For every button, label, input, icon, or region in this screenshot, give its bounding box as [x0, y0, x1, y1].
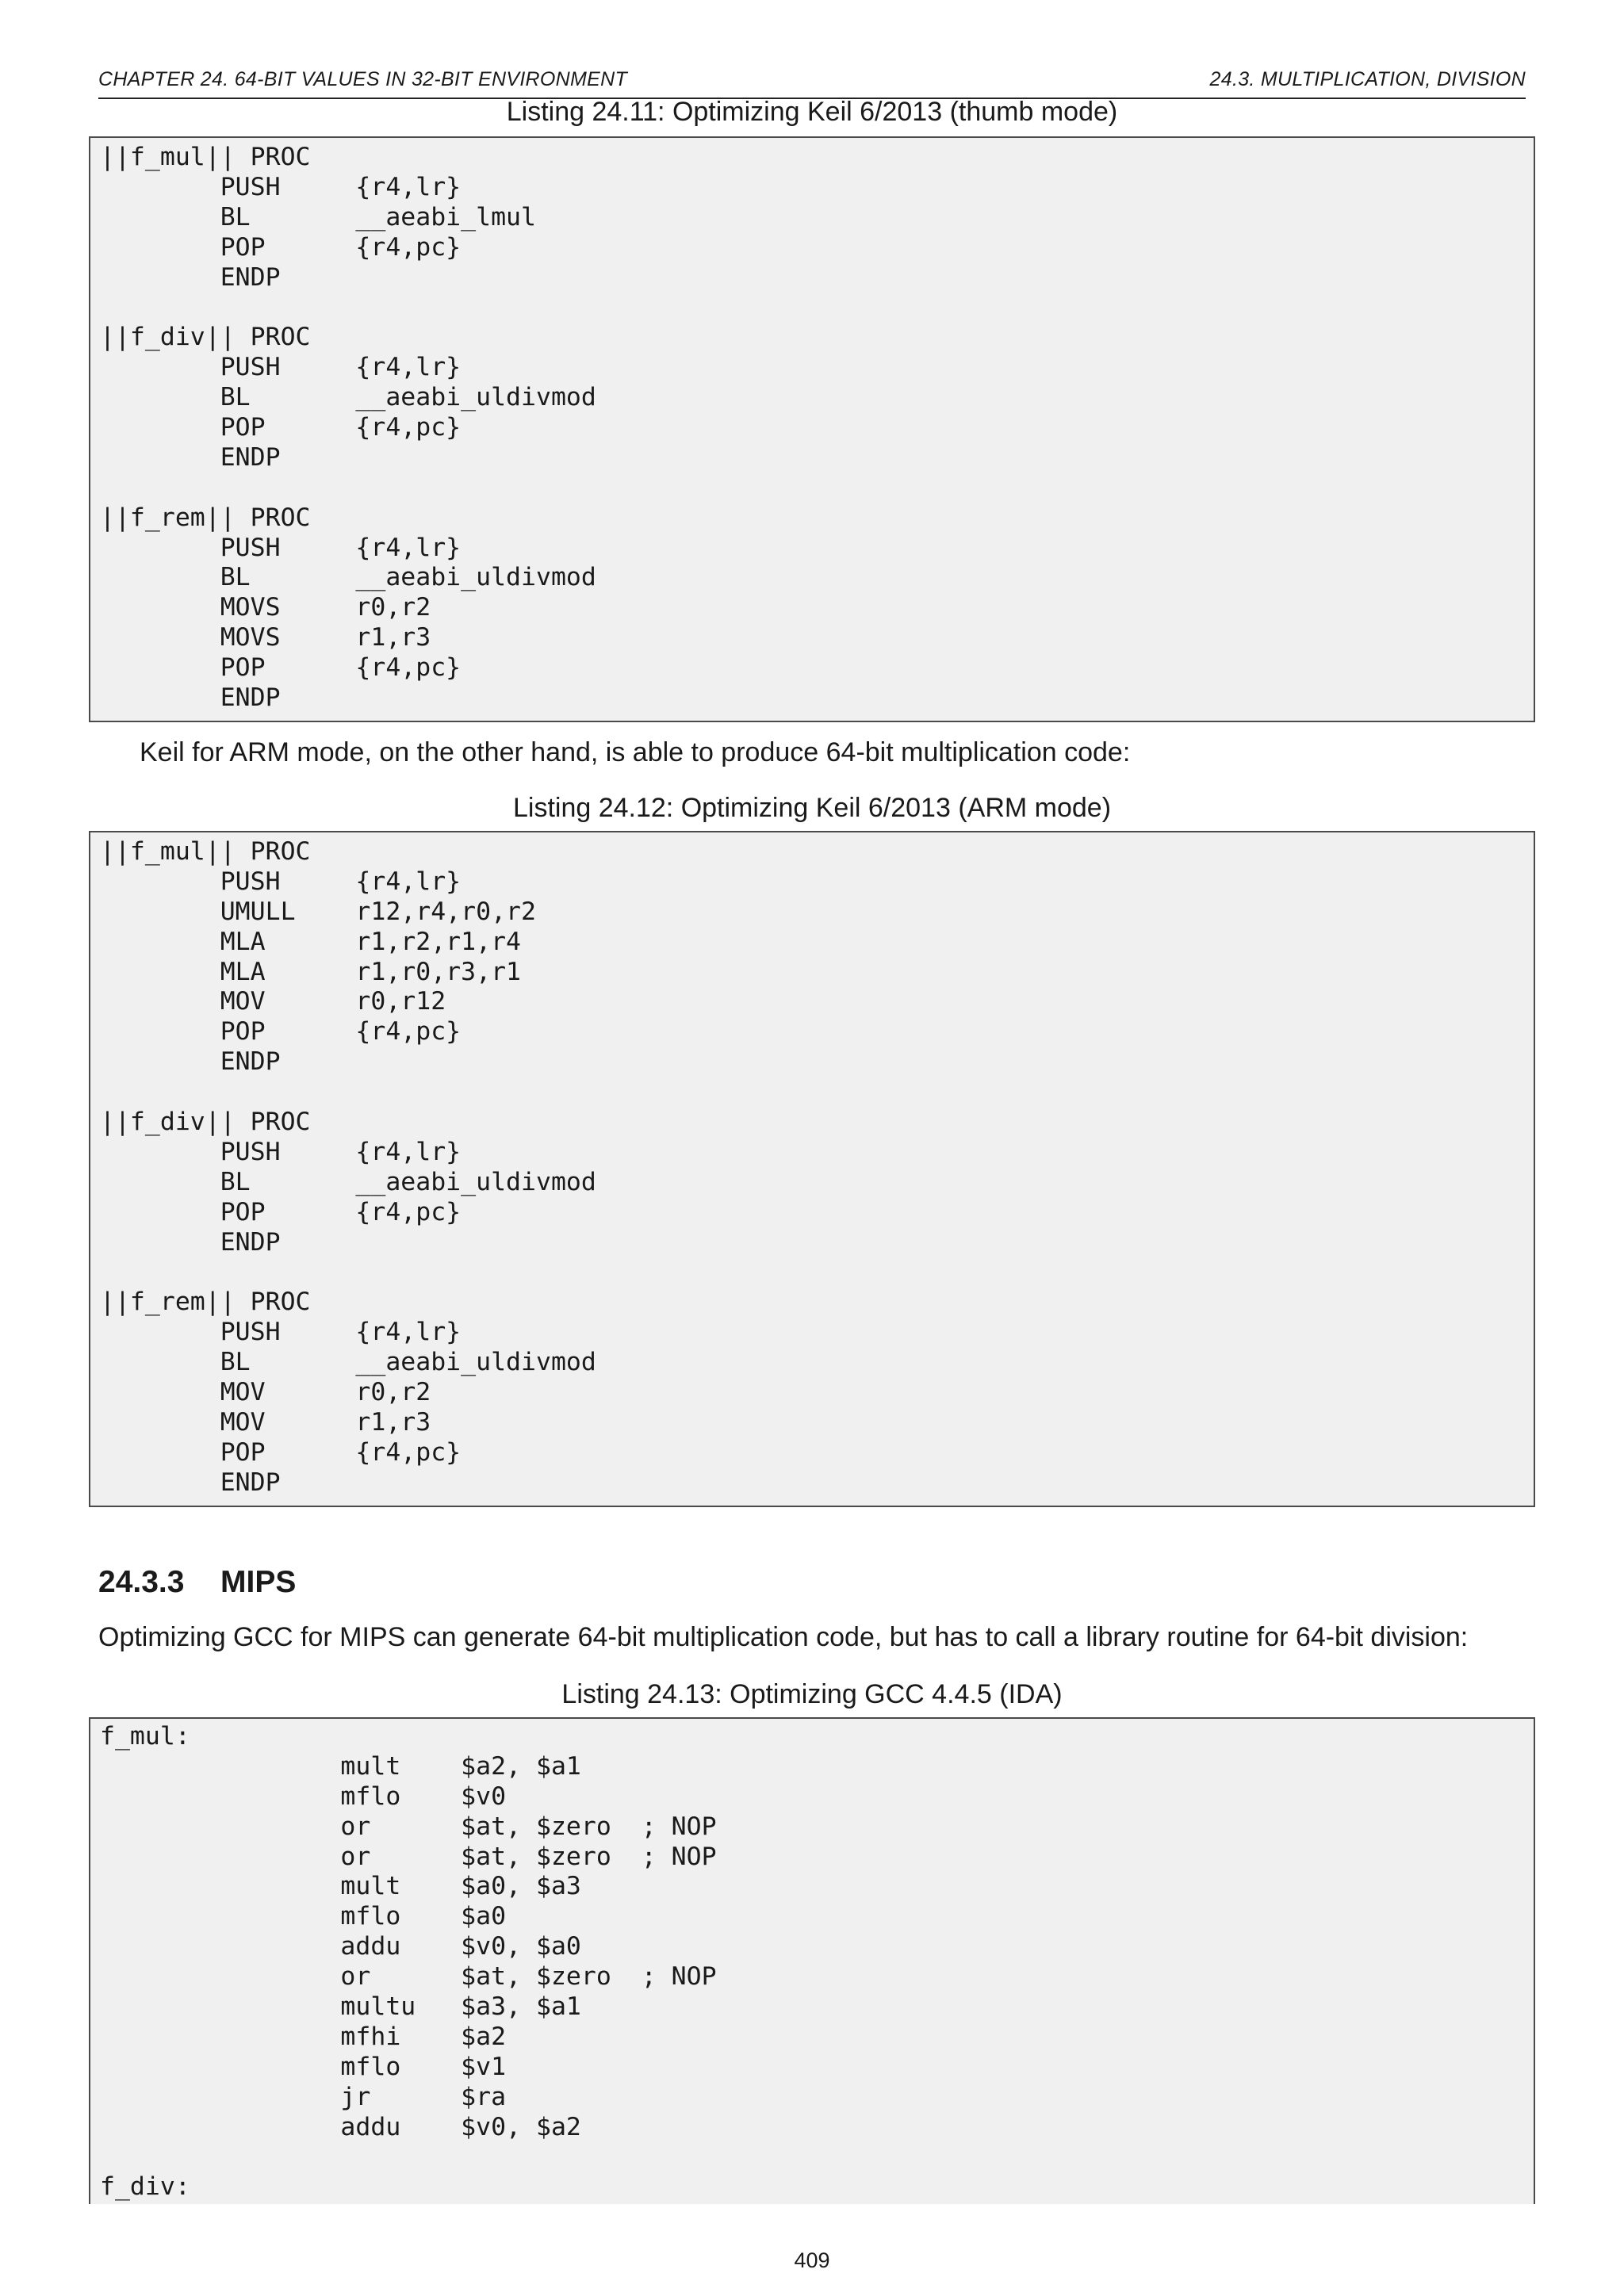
code-line — [100, 473, 1534, 503]
code-line: or $at, $zero ; NOP — [100, 1812, 717, 1841]
section-heading — [98, 1565, 296, 1600]
section-title: MIPS — [220, 1565, 297, 1599]
code-line: MOV r0,r12 — [100, 987, 446, 1016]
listing-caption-24-11: Listing 24.11: Optimizing Keil 6/2013 (thumb mode) — [506, 97, 1118, 127]
running-header-section: 24.3. MULTIPLICATION, DIVISION — [1209, 68, 1526, 90]
code-line: ||f_mul|| PROC — [100, 143, 311, 171]
code-line: jr $ra — [100, 2082, 507, 2111]
listing-caption-24-12: Listing 24.12: Optimizing Keil 6/2013 (ARM mode) — [512, 793, 1112, 823]
code-line: UMULL r12,r4,r0,r2 — [100, 897, 536, 926]
code-line: multu $a3, $a1 — [100, 1992, 581, 2022]
section-number: 24.3.3 — [98, 1565, 185, 1599]
code-line: f_div: — [100, 2172, 190, 2202]
code-line: BL __aeabi_uldivmod — [100, 383, 596, 412]
code-line: ENDP — [100, 683, 281, 713]
code-line: or $at, $zero ; NOP — [100, 1962, 717, 1992]
code-line — [100, 293, 1534, 323]
code-line: PUSH {r4,lr} — [100, 1318, 462, 1347]
code-listing-24-11 — [89, 136, 1535, 722]
running-header-chapter: CHAPTER 24. 64-BIT VALUES IN 32-BIT ENVIRONMENT — [98, 68, 628, 90]
page-number: 409 — [794, 2248, 830, 2272]
code-line: MOV r0,r2 — [100, 1378, 431, 1407]
code-line: mflo $a0 — [100, 1902, 507, 1931]
code-line: POP {r4,pc} — [100, 1017, 462, 1047]
code-line — [100, 2142, 1534, 2172]
code-line: POP {r4,pc} — [100, 653, 462, 683]
paragraph-mips-intro: Optimizing GCC for MIPS can generate 64-bit multiplication code, but has to call a library routine for 64-bit division: — [98, 1622, 1469, 1652]
code-line: BL __aeabi_uldivmod — [100, 1167, 596, 1196]
code-line: PUSH {r4,lr} — [100, 867, 462, 896]
code-line: ENDP — [100, 1047, 281, 1077]
code-line: addu $v0, $a2 — [100, 2112, 581, 2141]
code-line: ENDP — [100, 1468, 281, 1497]
code-line: POP {r4,pc} — [100, 1197, 462, 1226]
code-line: ||f_rem|| PROC — [100, 1288, 311, 1317]
code-line: PUSH {r4,lr} — [100, 353, 462, 382]
code-line: POP {r4,pc} — [100, 232, 462, 262]
code-line: ||f_div|| PROC — [100, 1108, 311, 1137]
code-line: f_mul: — [100, 1722, 190, 1751]
code-line: MOVS r1,r3 — [100, 623, 431, 652]
code-line: ENDP — [100, 262, 281, 292]
code-line: mflo $v1 — [100, 2052, 507, 2081]
code-listing-24-12 — [89, 831, 1535, 1507]
code-line: BL __aeabi_lmul — [100, 202, 536, 232]
code-line: ||f_mul|| PROC — [100, 837, 311, 866]
code-line — [100, 1077, 1534, 1108]
code-line: POP {r4,pc} — [100, 413, 462, 442]
code-line: mult $a2, $a1 — [100, 1751, 581, 1781]
code-line: PUSH {r4,lr} — [100, 533, 462, 562]
code-line: MLA r1,r2,r1,r4 — [100, 927, 522, 956]
code-line: ||f_div|| PROC — [100, 323, 311, 352]
code-line: mult $a0, $a3 — [100, 1872, 581, 1901]
listing-caption-24-13: Listing 24.13: Optimizing GCC 4.4.5 (IDA) — [561, 1679, 1063, 1709]
paragraph-keil-arm: Keil for ARM mode, on the other hand, is able to produce 64-bit multiplication code: — [140, 737, 1131, 767]
code-listing-24-13 — [89, 1717, 1535, 2204]
code-line: BL __aeabi_uldivmod — [100, 1348, 596, 1377]
code-line: POP {r4,pc} — [100, 1437, 462, 1467]
code-line: MOVS r0,r2 — [100, 593, 431, 622]
code-line: BL __aeabi_uldivmod — [100, 563, 596, 592]
code-line: ENDP — [100, 1227, 281, 1257]
code-line: mflo $v0 — [100, 1781, 507, 1811]
code-line: mfhi $a2 — [100, 2022, 507, 2051]
code-line: PUSH {r4,lr} — [100, 1137, 462, 1166]
code-line — [100, 1257, 1534, 1288]
code-line: ENDP — [100, 442, 281, 472]
code-line: PUSH {r4,lr} — [100, 172, 462, 201]
code-line: MLA r1,r0,r3,r1 — [100, 957, 522, 986]
code-line: or $at, $zero ; NOP — [100, 1842, 717, 1871]
code-line: ||f_rem|| PROC — [100, 503, 311, 532]
code-line: MOV r1,r3 — [100, 1407, 431, 1437]
code-line: addu $v0, $a0 — [100, 1932, 581, 1961]
